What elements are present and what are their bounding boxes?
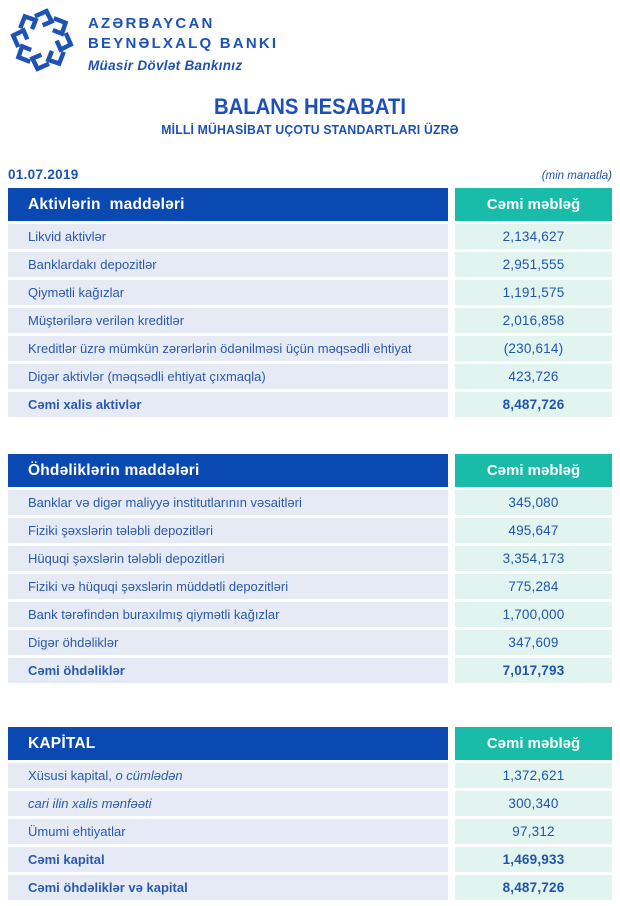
row-value: 2,016,858 [455, 308, 612, 333]
table-row [8, 602, 612, 627]
row-label: Fiziki və hüquqi şəxslərin müddətli depozitləri [8, 574, 448, 599]
table-row [8, 490, 612, 515]
table-row [8, 280, 612, 305]
row-value: 8,487,726 [455, 392, 612, 417]
row-value: 1,700,000 [455, 602, 612, 627]
ibar-knot-logo-icon [10, 8, 74, 72]
brand-name-line1: AZƏRBAYCAN [88, 15, 215, 32]
table-row [8, 658, 612, 683]
unit-note: (min manatla) [541, 170, 612, 182]
table-header-amount: Cəmi məbləğ [455, 188, 612, 221]
row-label: Müştərilərə verilən kreditlər [8, 308, 448, 333]
assets-table-body [8, 224, 612, 417]
brand-name-line2: BEYNƏLXALQ BANKI [88, 34, 279, 52]
table-header-label: Aktivlərin maddələri [8, 188, 448, 221]
row-label: Kreditlər üzrə mümkün zərərlərin ödənilməsi üçün məqsədli ehtiyat [8, 336, 448, 361]
row-label: Qiymətli kağızlar [8, 280, 448, 305]
table-row [8, 518, 612, 543]
report-date: 01.07.2019 [8, 167, 79, 182]
table-row [8, 630, 612, 655]
liabilities-table-body [8, 490, 612, 683]
row-label: Ümumi ehtiyatlar [8, 819, 448, 844]
assets-table [8, 188, 612, 417]
table-row [8, 364, 612, 389]
brand-name [88, 14, 278, 53]
brand-header [0, 0, 620, 84]
table-row [8, 574, 612, 599]
row-label: Cəmi xalis aktivlər [8, 392, 448, 417]
table-row [8, 546, 612, 571]
liabilities-table-header [8, 454, 612, 487]
table-header-amount: Cəmi məbləğ [455, 727, 612, 760]
row-label: cari ilin xalis mənfəəti [8, 791, 448, 816]
row-value: 2,134,627 [455, 224, 612, 249]
table-row [8, 819, 612, 844]
row-value: 345,080 [455, 490, 612, 515]
report-subtitle: MİLLİ MÜHASİBAT UÇOTU STANDARTLARI ÜZRƏ [161, 122, 459, 137]
meta-row [8, 167, 612, 182]
row-label: Digər öhdəliklər [8, 630, 448, 655]
row-value: 2,951,555 [455, 252, 612, 277]
table-header-amount: Cəmi məbləğ [455, 454, 612, 487]
table-header-label: KAPİTAL [8, 727, 448, 760]
row-value: 97,312 [455, 819, 612, 844]
table-row [8, 336, 612, 361]
table-row [8, 392, 612, 417]
row-value: 423,726 [455, 364, 612, 389]
row-value: 1,191,575 [455, 280, 612, 305]
table-row [8, 847, 612, 872]
brand-text-block [88, 8, 278, 73]
row-value: 347,609 [455, 630, 612, 655]
table-row [8, 224, 612, 249]
row-label: Fiziki şəxslərin tələbli depozitləri [8, 518, 448, 543]
report-title: BALANS HESABATI [214, 94, 406, 119]
capital-table-body [8, 763, 612, 900]
table-row [8, 763, 612, 788]
row-value: (230,614) [455, 336, 612, 361]
row-value: 1,469,933 [455, 847, 612, 872]
row-value: 300,340 [455, 791, 612, 816]
table-row [8, 252, 612, 277]
report-titles [0, 94, 620, 137]
row-value: 775,284 [455, 574, 612, 599]
capital-table-header [8, 727, 612, 760]
row-label: Cəmi kapital [8, 847, 448, 872]
row-label: Cəmi öhdəliklər və kapital [8, 875, 448, 900]
row-value: 495,647 [455, 518, 612, 543]
row-label: Xüsusi kapital, o cümlədən [8, 763, 448, 788]
row-label: Banklardakı depozitlər [8, 252, 448, 277]
assets-table-header [8, 188, 612, 221]
table-row [8, 791, 612, 816]
row-value: 7,017,793 [455, 658, 612, 683]
capital-table [8, 727, 612, 900]
row-label: Digər aktivlər (məqsədli ehtiyat çıxmaqla) [8, 364, 448, 389]
row-value: 1,372,621 [455, 763, 612, 788]
table-row [8, 308, 612, 333]
row-label: Hüquqi şəxslərin tələbli depozitləri [8, 546, 448, 571]
table-row [8, 875, 612, 900]
table-header-label: Öhdəliklərin maddələri [8, 454, 448, 487]
liabilities-table [8, 454, 612, 683]
row-label: Cəmi öhdəliklər [8, 658, 448, 683]
row-value: 3,354,173 [455, 546, 612, 571]
row-label: Bank tərəfindən buraxılmış qiymətli kağızlar [8, 602, 448, 627]
row-label: Likvid aktivlər [8, 224, 448, 249]
row-value: 8,487,726 [455, 875, 612, 900]
brand-tagline: Müasir Dövlət Bankınız [88, 58, 243, 73]
row-label: Banklar və digər maliyyə institutlarının vəsaitləri [8, 490, 448, 515]
